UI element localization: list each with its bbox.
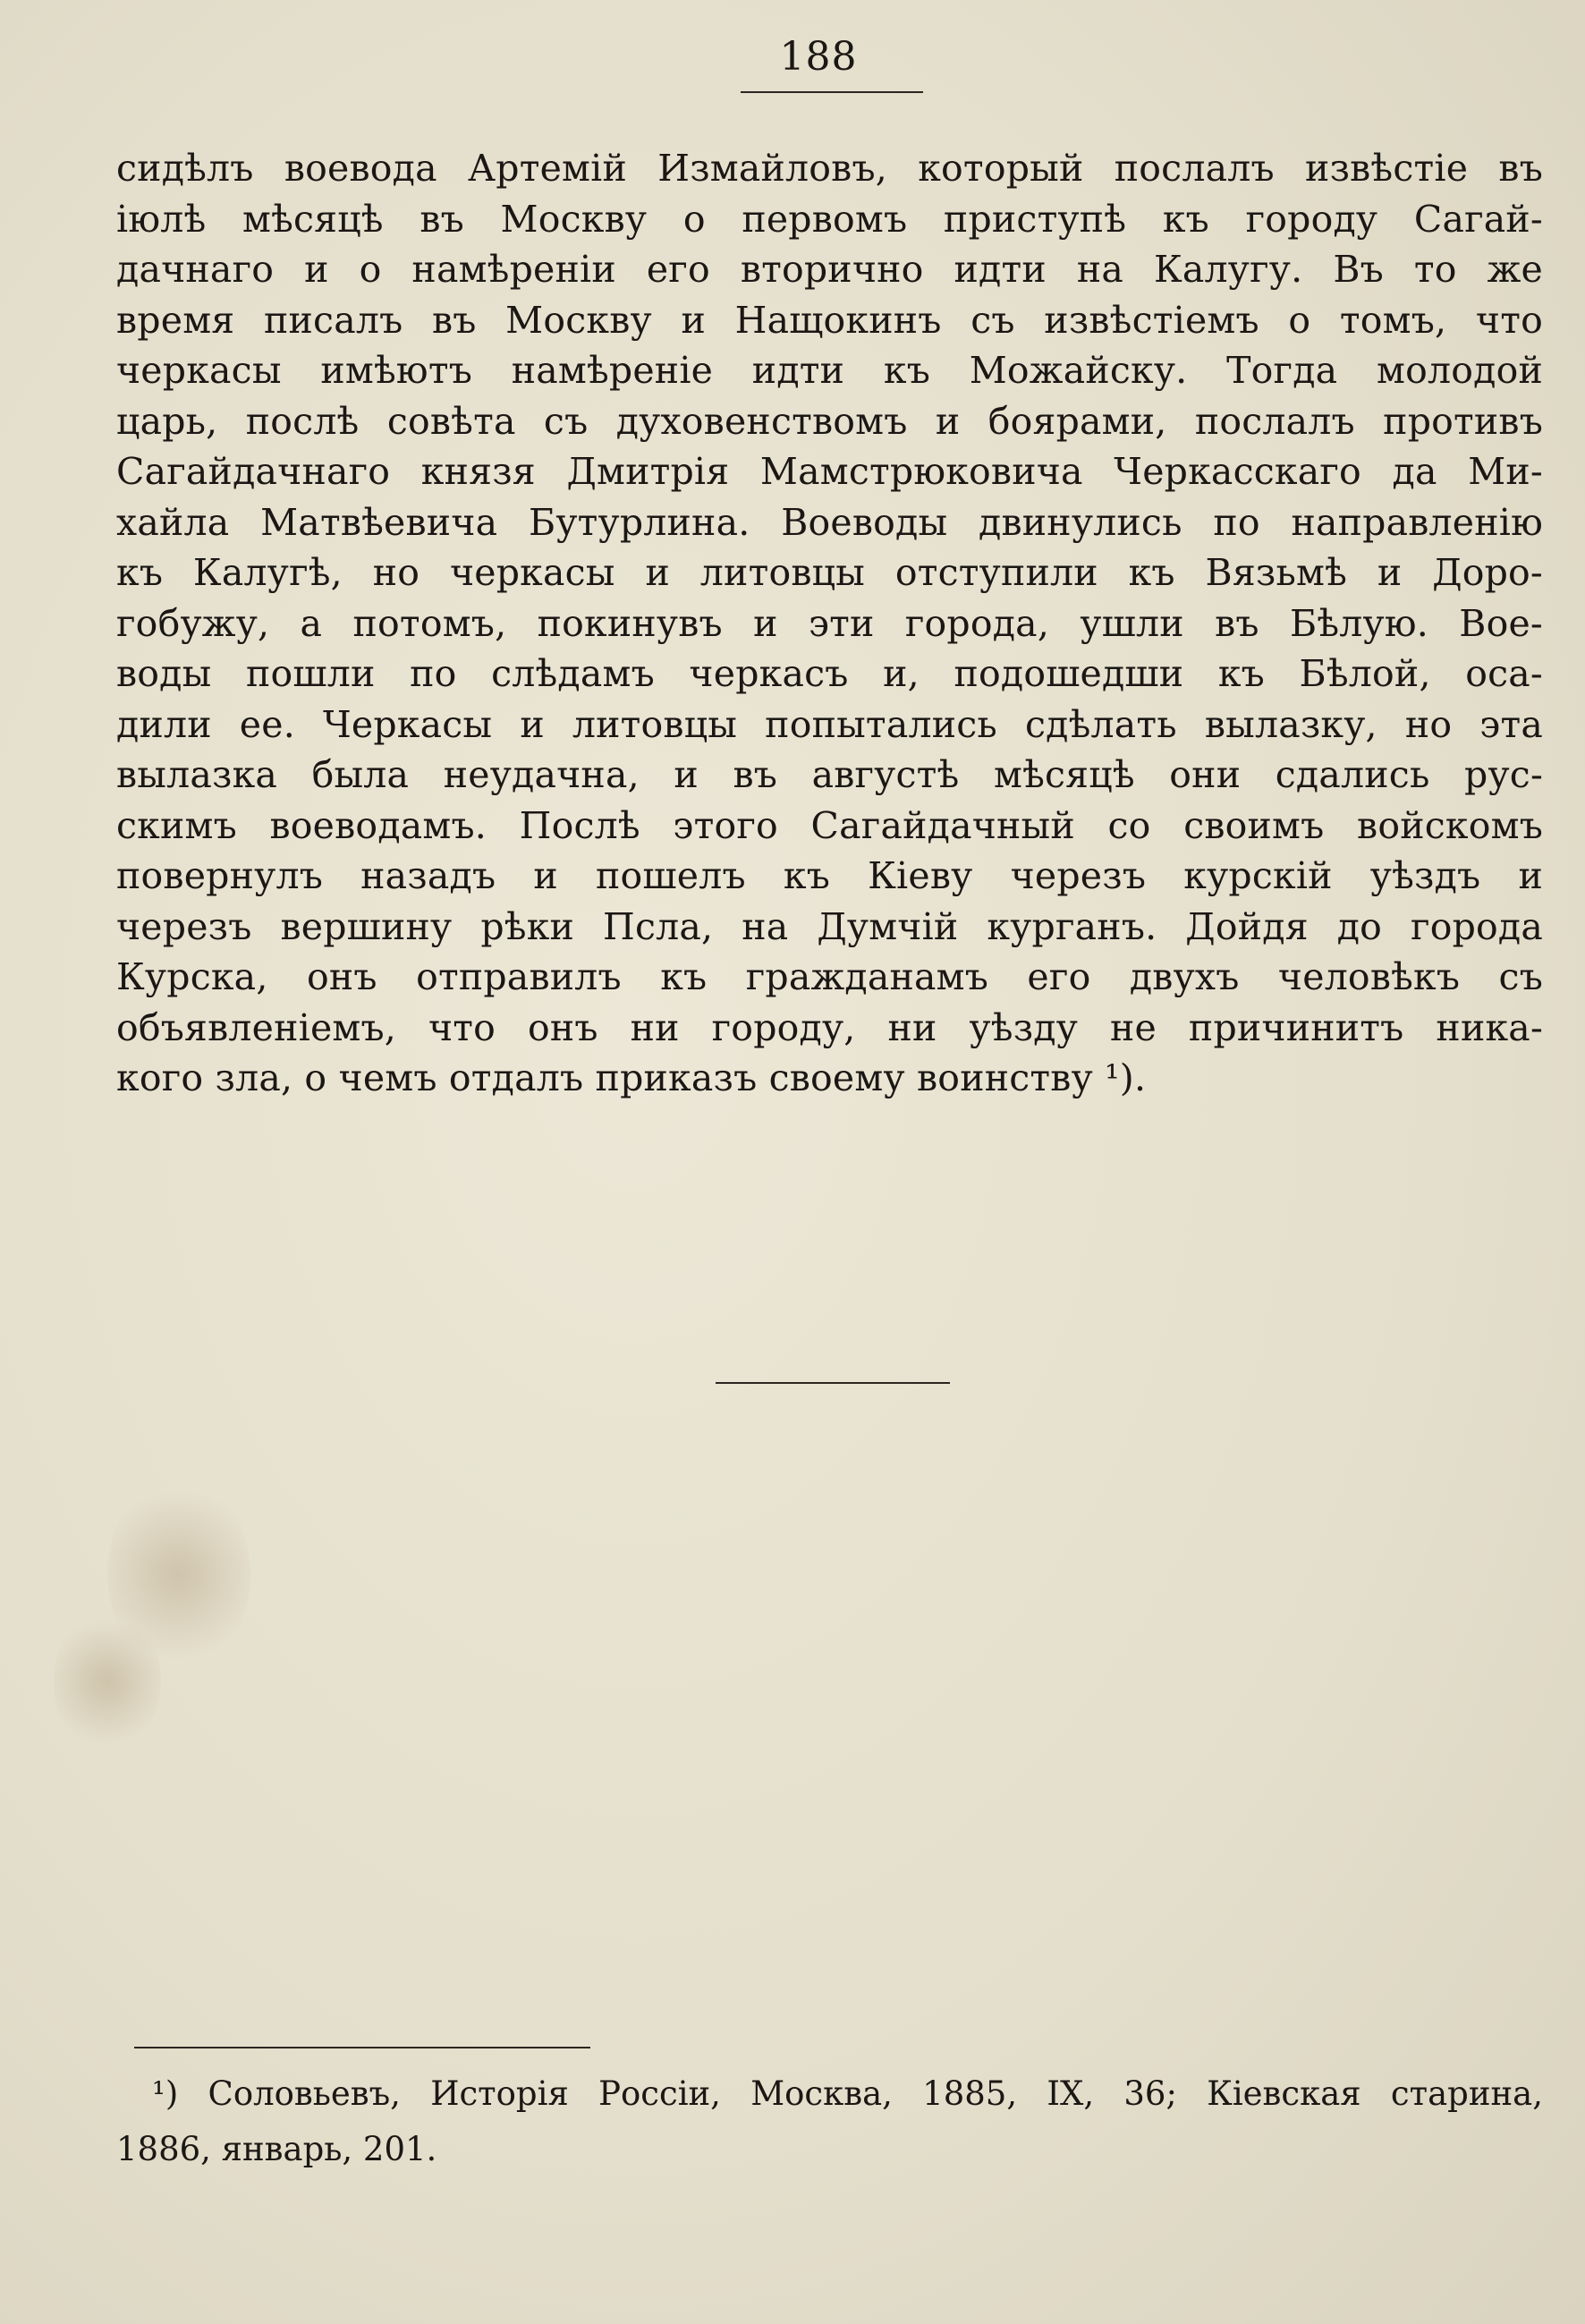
page-number-rule xyxy=(741,91,923,93)
text-line: воды пошли по слѣдамъ черкасъ и, подошедши къ Бѣлой, оса- xyxy=(116,652,1543,695)
text-line: дачнаго и о намѣреніи его вторично идти на Калугу. Въ то же xyxy=(116,248,1543,291)
text-line: гобужу, а потомъ, покинувъ и эти города, ушли въ Бѣлую. Вое- xyxy=(116,601,1543,645)
body-text xyxy=(116,143,1543,1104)
text-line: объявленіемъ, что онъ ни городу, ни уѣзду не причинитъ ника- xyxy=(116,1005,1543,1049)
text-line: Сагайдачнаго князя Дмитрія Мамстрюковича Черкасскаго да Ми- xyxy=(116,450,1543,493)
text-line: кого зла, о чемъ отдалъ приказъ своему воинству ¹). xyxy=(116,1056,1147,1099)
text-line: черкасы имѣютъ намѣреніе идти къ Можайску. Тогда молодой xyxy=(116,349,1543,392)
footnote-line: ¹) Соловьевъ, Исторія Россіи, Москва, 1885, IX, 36; Кіевская старина, xyxy=(152,2074,1543,2113)
footnote-rule xyxy=(134,2047,590,2048)
text-line: хайла Матвѣевича Бутурлина. Воеводы двинулись по направленію xyxy=(116,500,1543,544)
text-line: царь, послѣ совѣта съ духовенствомъ и боярами, послалъ противъ xyxy=(116,399,1543,443)
text-line: повернулъ назадъ и пошелъ къ Кіеву черезъ курскій уѣздъ и xyxy=(116,854,1543,897)
text-line: черезъ вершину рѣки Псла, на Думчій курганъ. Дойдя до города xyxy=(116,904,1543,948)
footnote-line: 1886, январь, 201. xyxy=(116,2130,437,2168)
text-line: время писалъ въ Москву и Нащокинъ съ извѣстіемъ о томъ, что xyxy=(116,298,1543,342)
text-line: вылазка была неудачна, и въ августѣ мѣсяцѣ они сдались рус- xyxy=(116,753,1543,796)
text-line: іюлѣ мѣсяцѣ въ Москву о первомъ приступѣ къ городу Сагай- xyxy=(116,197,1543,241)
page-number: 188 xyxy=(779,34,858,80)
text-line: скимъ воеводамъ. Послѣ этого Сагайдачный со своимъ войскомъ xyxy=(116,803,1543,847)
text-line: дили ее. Черкасы и литовцы попытались сдѣлать вылазку, но эта xyxy=(116,702,1543,746)
text-line: сидѣлъ воевода Артемій Измайловъ, который послалъ извѣстіе въ xyxy=(116,147,1543,190)
text-line: Курска, онъ отправилъ къ гражданамъ его двухъ человѣкъ съ xyxy=(116,955,1543,998)
paper-stain xyxy=(54,1610,161,1753)
footnotes xyxy=(116,2066,1543,2177)
text-line: къ Калугѣ, но черкасы и литовцы отступили къ Вязьмѣ и Доро- xyxy=(116,551,1543,594)
section-divider xyxy=(716,1382,950,1384)
